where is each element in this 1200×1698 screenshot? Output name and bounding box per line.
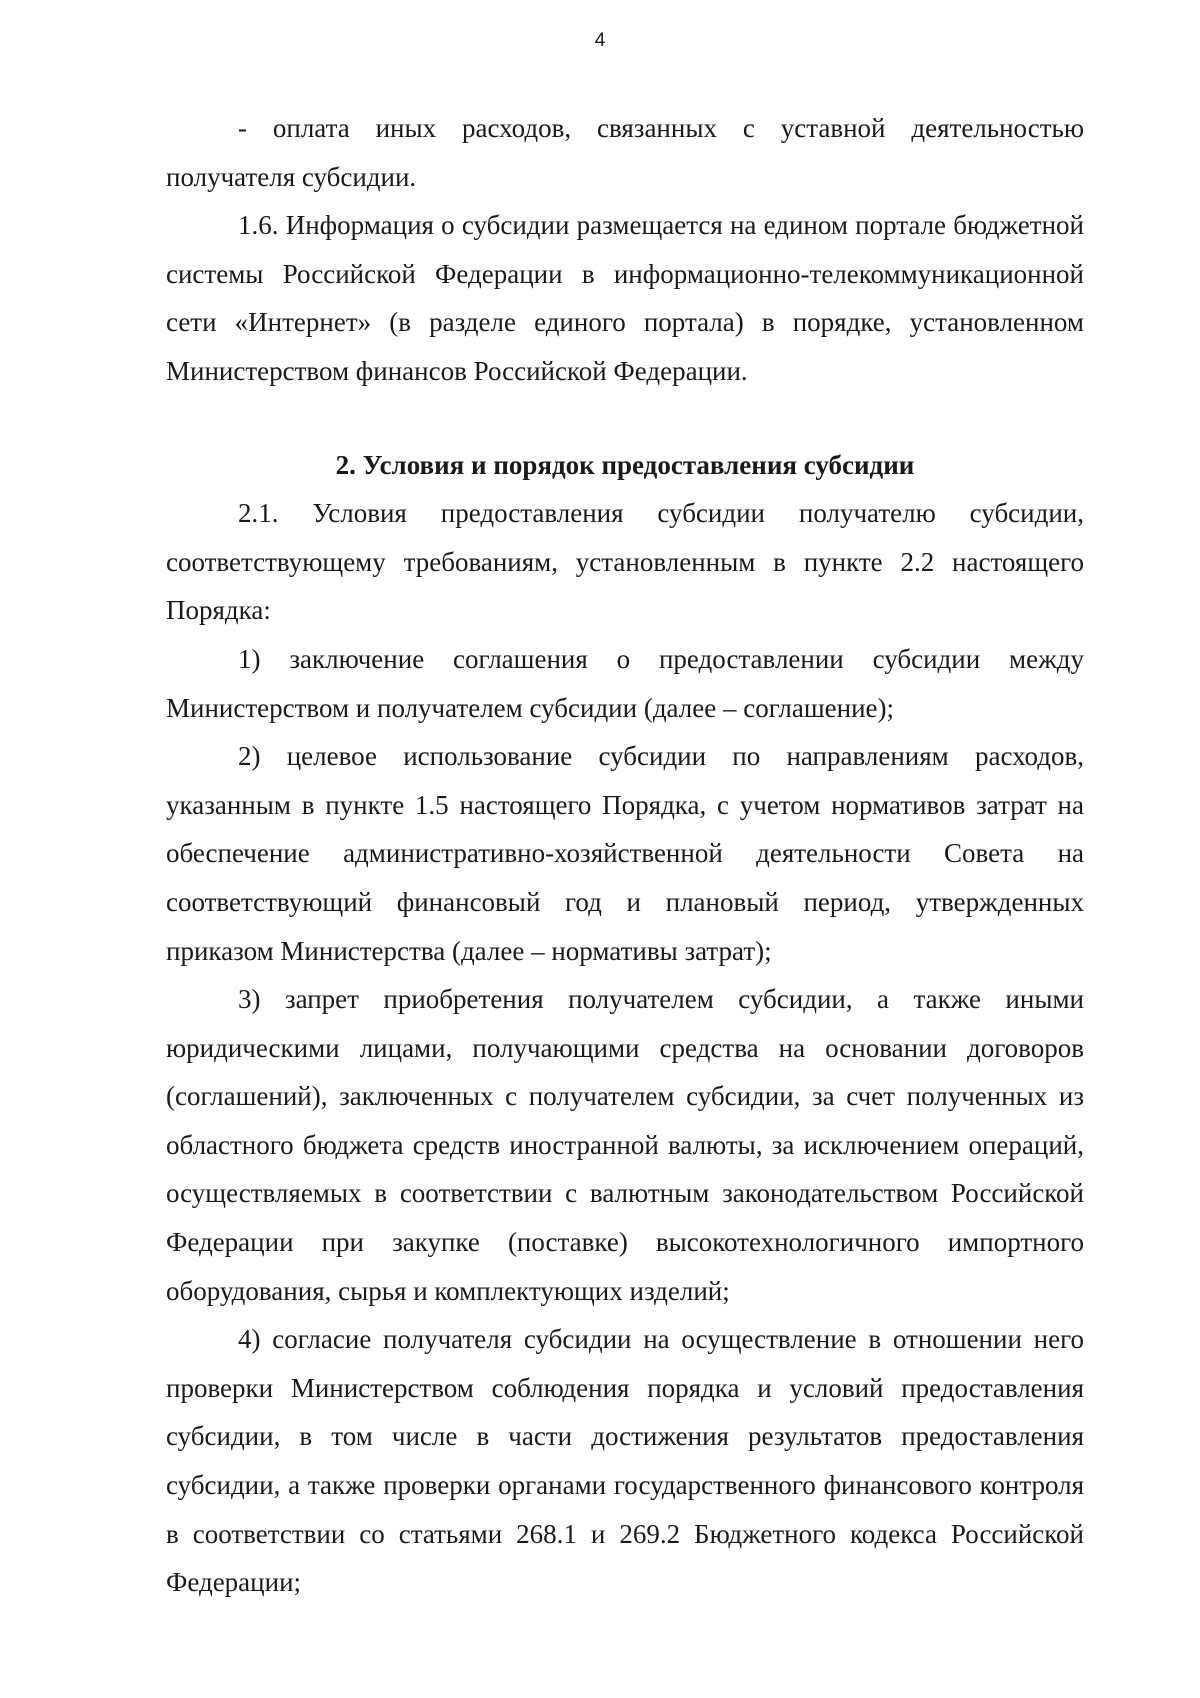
document-body	[166, 104, 1084, 1607]
paragraph-other-expenses: - оплата иных расходов, связанных с уставной деятельностью получателя субсидии.	[166, 113, 1084, 192]
list-item-1-agreement: 1) заключение соглашения о предоставлении субсидии между Министерством и получателем субсидии (далее – соглашение);	[166, 643, 1084, 723]
section-heading: 2. Условия и порядок предоставления субсидии	[335, 449, 915, 480]
page-number: 4	[594, 30, 606, 51]
paragraph-1-6-information: 1.6. Информация о субсидии размещается на едином портале бюджетной системы Российской Федерации в информационно-телекоммуникационной сети «Интернет» (в разделе единого портала) в порядке, установленном Министерством финансов Российской Федерации.	[166, 210, 1084, 386]
list-item-3-currency-ban: 3) запрет приобретения получателем субсидии, а также иными юридическими лицами, получающими средства на основании договоров (соглашений), заключенных с получателем субсидии, за счет полученных из областного бюджета средств иностранной валюты, за исключением операций, осуществляемых в соответствии с валютным законодательством Российской Федерации при закупке (поставке) высокотехнологичного импортного оборудования, сырья и комплектующих изделий;	[166, 984, 1084, 1306]
paragraph-2-1-conditions: 2.1. Условия предоставления субсидии получателю субсидии, соответствующему требованиям, установленным в пункте 2.2 настоящего Порядка:	[166, 498, 1084, 626]
list-item-4-audit-consent: 4) согласие получателя субсидии на осуществление в отношении него проверки Министерством соблюдения порядка и условий предоставления субсидии, в том числе в части достижения результатов предоставления субсидии, а также проверки органами государственного финансового контроля в соответствии со статьями 268.1 и 269.2 Бюджетного кодекса Российской Федерации;	[166, 1324, 1084, 1598]
list-item-2-targeted-use: 2) целевое использование субсидии по направлениям расходов, указанным в пункте 1.5 настоящего Порядка, с учетом нормативов затрат на обеспечение административно-хозяйственной деятельности Совета на соответствующий финансовый год и плановый период, утвержденных приказом Министерства (далее – нормативы затрат);	[166, 741, 1084, 966]
